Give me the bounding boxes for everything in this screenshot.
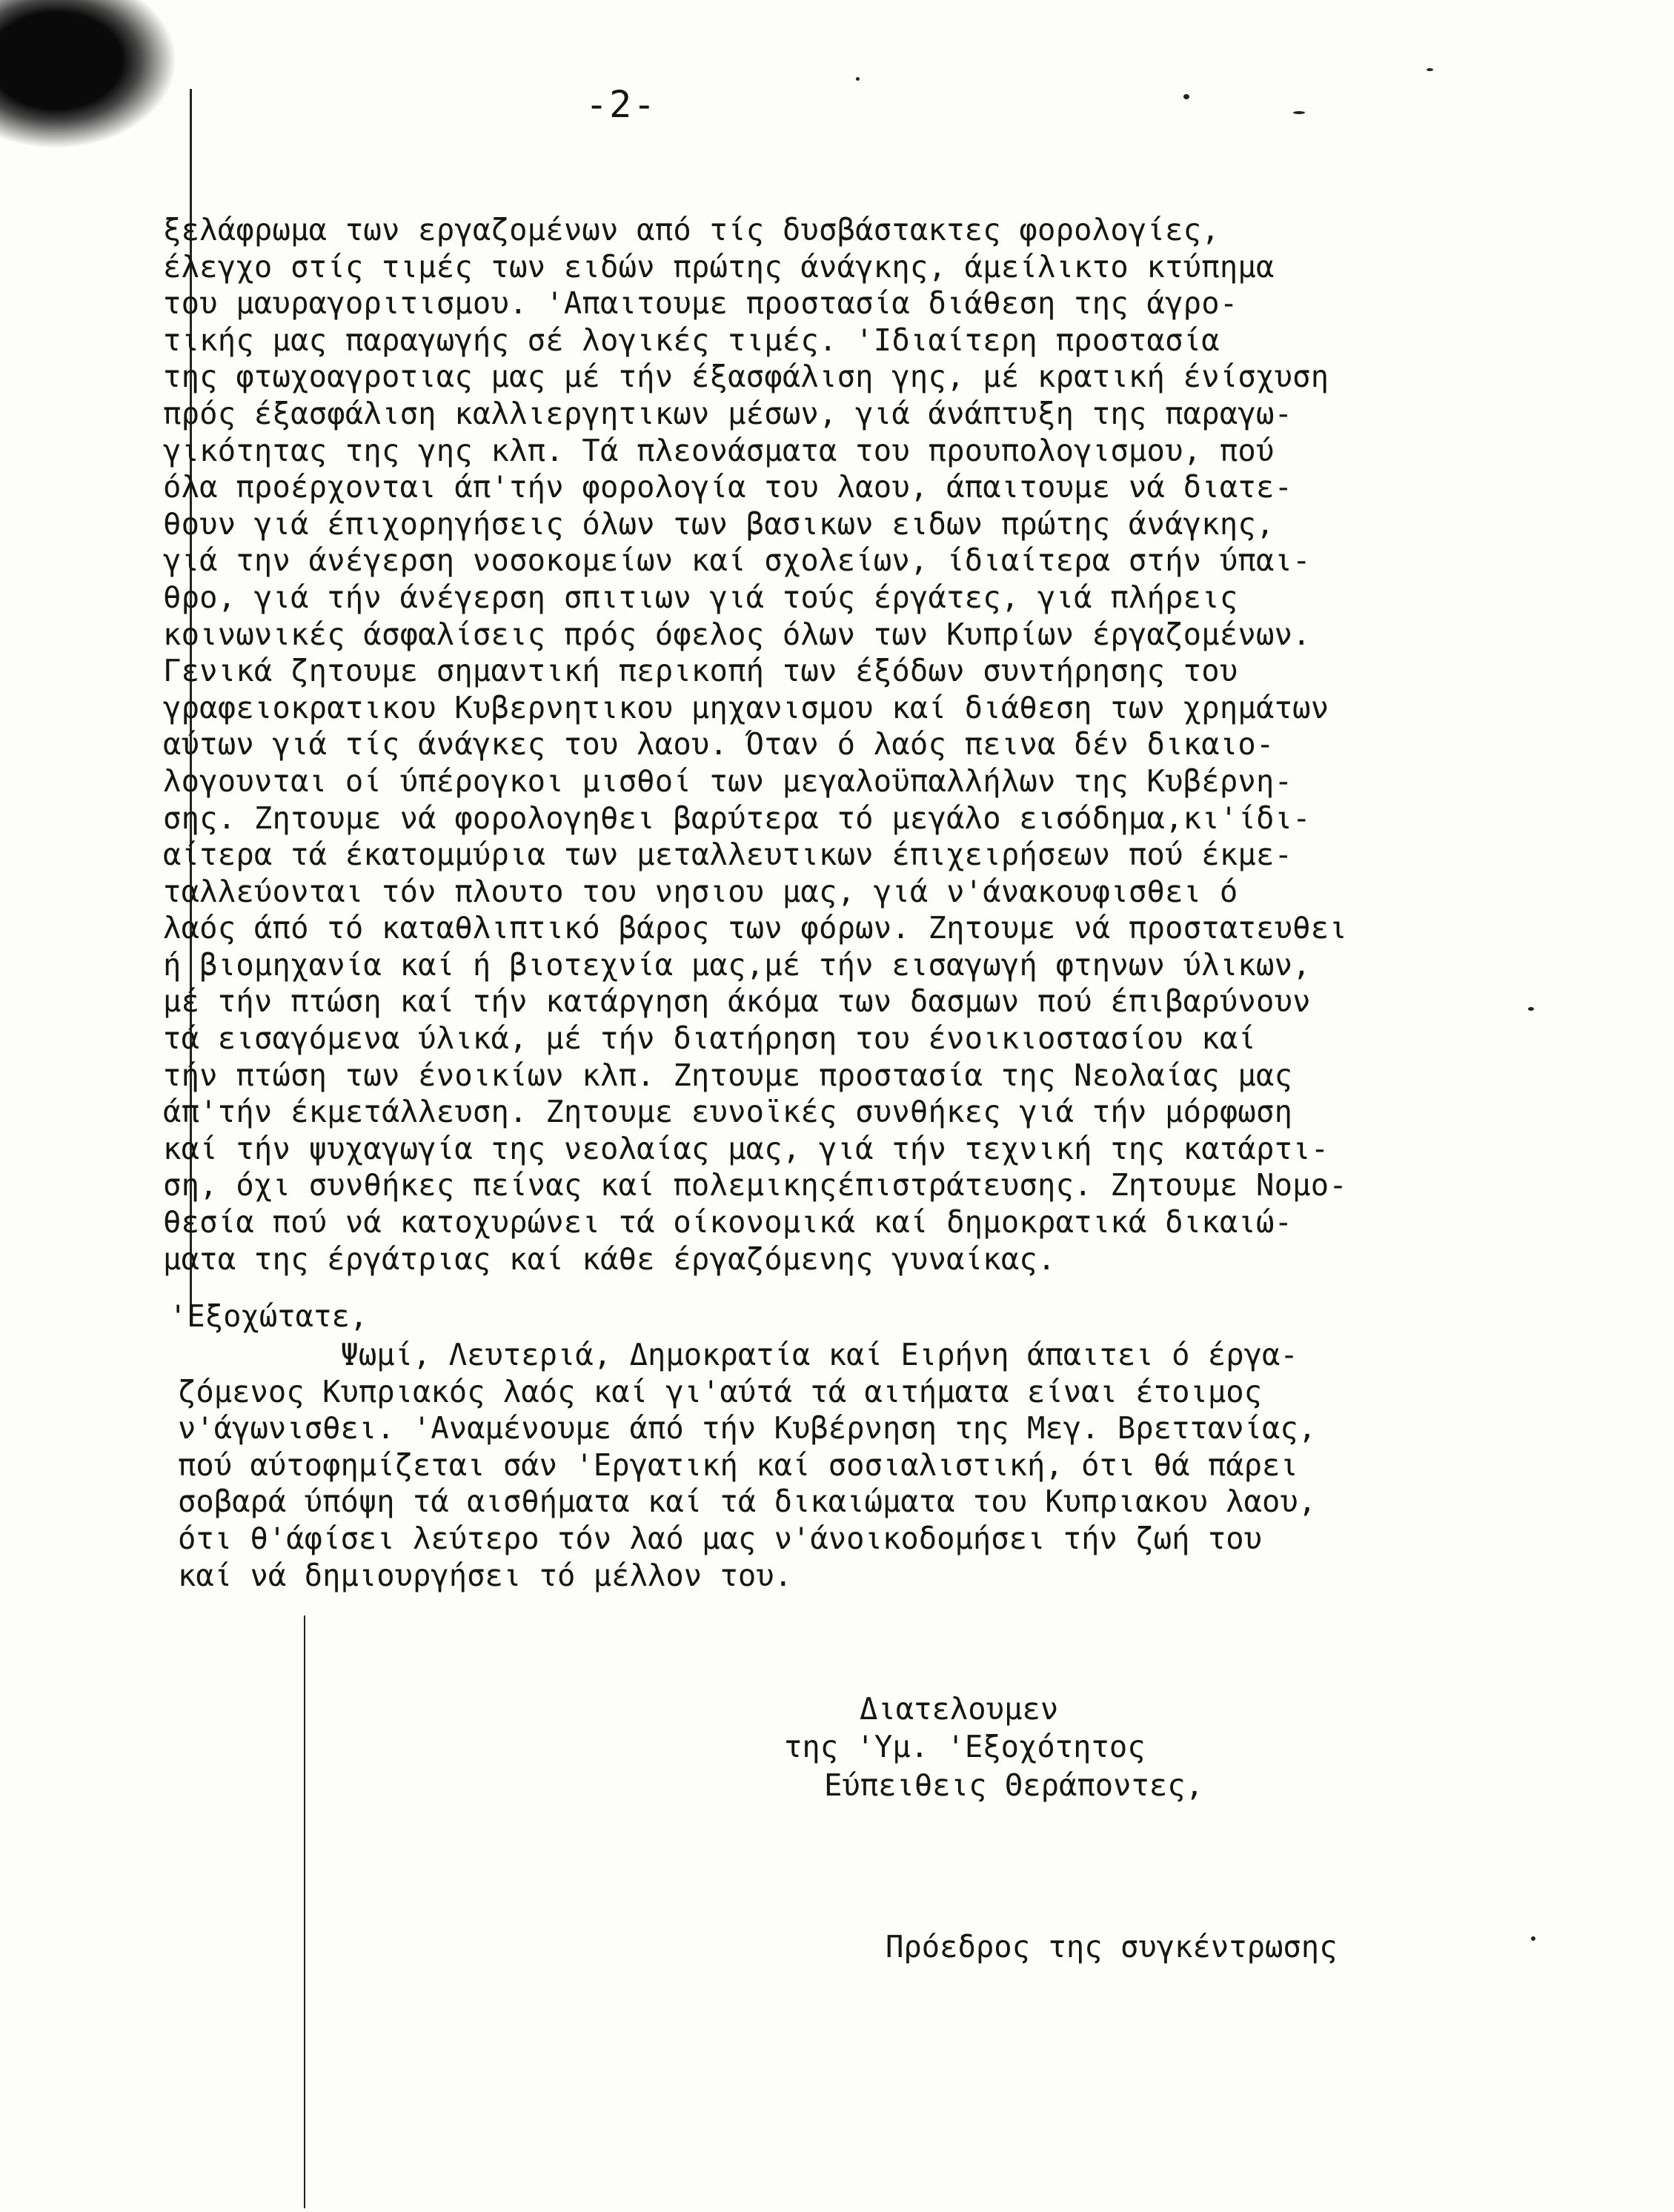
- letter-body: [163, 212, 1638, 1278]
- body-line: της φτωχοαγροτιας μας μέ τήν έξασφάλιση γης, μέ κρατική ένίσχυση: [163, 359, 1329, 395]
- body-line: όλα προέρχονται άπ'τήν φορολογία του λαου, άπαιτουμε νά διατε-: [163, 469, 1293, 505]
- closing-line: σοβαρά ύπόψη τά αισθήματα καί τά δικαιώματα του Κυπριακου λαου,: [178, 1484, 1317, 1520]
- speck: [1531, 1936, 1535, 1941]
- body-line: ή βιομηχανία καί ή βιοτεχνία μας,μέ τήν εισαγωγή φτηνων ύλικων,: [163, 946, 1311, 983]
- body-line: καί τήν ψυχαγωγία της νεολαίας μας, γιά τήν τεχνική της κατάρτι-: [163, 1130, 1329, 1166]
- speck: [1293, 111, 1305, 114]
- body-line: τικής μας παραγωγής σέ λογικές τιμές. 'Ιδιαίτερη προστασία: [163, 322, 1220, 358]
- speck: [1183, 94, 1189, 99]
- body-line: λογουνται οί ύπέρογκοι μισθοί των μεγαλοϋπαλλήλων της Κυβέρνη-: [163, 763, 1293, 799]
- body-line: τήν πτώση των ένοικίων κλπ. Ζητουμε προστασία της Νεολαίας μας: [163, 1057, 1293, 1093]
- closing-line: ν'άγωνισθει. 'Αναμένουμε άπό τήν Κυβέρνηση της Μεγ. Βρεττανίας,: [178, 1410, 1317, 1447]
- body-line: έλεγχο στίς τιμές των ειδών πρώτης άνάγκης, άμείλικτο κτύπημα: [163, 248, 1275, 285]
- body-line: κοινωνικές άσφαλίσεις πρός όφελος όλων των Κυπρίων έργαζομένων.: [163, 616, 1311, 652]
- body-line: θεσία πού νά κατοχυρώνει τά οίκονομικά καί δημοκρατικά δικαιώ-: [163, 1204, 1293, 1240]
- body-line: τά εισαγόμενα ύλικά, μέ τήν διατήρηση του ένοικιοστασίου καί: [163, 1020, 1256, 1057]
- speck: [1426, 68, 1433, 71]
- salutation: 'Εξοχώτατε,: [169, 1298, 368, 1334]
- speck: [856, 77, 860, 81]
- closing-line: πού αύτοφημίζεται σάν 'Εργατική καί σοσιαλιστική, ότι θά πάρει: [178, 1447, 1298, 1483]
- page-number: -2-: [585, 83, 657, 126]
- body-line: ση, όχι συνθήκες πείνας καί πολεμικηςέπιστράτευσης. Ζητουμε Νομο-: [163, 1167, 1347, 1203]
- body-line: αίτερα τά έκατομμύρια των μεταλλευτικων έπιχειρήσεων πού έκμε-: [163, 837, 1293, 873]
- body-line: θουν γιά έπιχορηγήσεις όλων των βασικων ειδων πρώτης άνάγκης,: [163, 505, 1275, 542]
- closing-line: Ψωμί, Λευτεριά, Δημοκρατία καί Ειρήνη άπαιτει ό έργα-: [178, 1337, 1298, 1372]
- body-line: του μαυραγοριτισμου. 'Απαιτουμε προστασία διάθεση της άγρο-: [163, 285, 1238, 322]
- body-line: γραφειοκρατικου Κυβερνητικου μηχανισμου καί διάθεση των χρημάτων: [163, 689, 1329, 725]
- body-line: πρός έξασφάλιση καλλιεργητικων μέσων, γιά άνάπτυξη της παραγω-: [163, 395, 1293, 431]
- body-line: ταλλεύονται τόν πλουτο του νησιου μας, γιά ν'άνακουφισθει ό: [163, 873, 1238, 909]
- body-line: άπ'τήν έκμετάλλευση. Ζητουμε ευνοϊκές συνθήκες γιά τήν μόρφωση: [163, 1094, 1293, 1130]
- closing-paragraph: [178, 1337, 1653, 1594]
- complimentary-close-line-1: Διατελουμεν: [860, 1691, 1059, 1727]
- body-line: σης. Ζητουμε νά φορολογηθει βαρύτερα τό μεγάλο εισόδημα,κι'ίδι-: [163, 800, 1311, 836]
- body-line: Γενικά ζητουμε σημαντική περικοπή των έξόδων συντήρησης του: [163, 653, 1238, 689]
- signature-title: Πρόεδρος της συγκέντρωσης: [886, 1929, 1338, 1964]
- body-line: αύτων γιά τίς άνάγκες του λαου. Όταν ό λαός πεινα δέν δικαιο-: [163, 726, 1275, 763]
- closing-line: ζόμενος Κυπριακός λαός καί γι'αύτά τά αιτήματα είναι έτοιμος: [178, 1373, 1262, 1409]
- body-line: ματα της έργάτριας καί κάθε έργαζόμενης γυναίκας.: [163, 1240, 1056, 1277]
- body-line: μέ τήν πτώση καί τήν κατάργηση άκόμα των δασμων πού έπιβαρύνουν: [163, 983, 1311, 1020]
- complimentary-close-line-3: Εύπειθεις Θεράποντες,: [824, 1767, 1204, 1803]
- complimentary-close-line-2: της 'Υμ. 'Εξοχότητος: [784, 1729, 1146, 1764]
- left-margin-line-lower: [304, 1615, 305, 2208]
- closing-line: ότι θ'άφίσει λεύτερο τόν λαό μας ν'άνοικοδομήσει τήν ζωή του: [178, 1520, 1262, 1556]
- body-line: γιά την άνέγερση νοσοκομείων καί σχολείων, ίδιαίτερα στήν ύπαι-: [163, 542, 1311, 579]
- body-line: θρο, γιά τήν άνέγερση σπιτιων γιά τούς έργάτες, γιά πλήρεις: [163, 579, 1238, 615]
- ink-blot: [0, 0, 200, 159]
- body-line: λαός άπό τό καταθλιπτικό βάρος των φόρων. Ζητουμε νά προστατευθει: [163, 910, 1347, 946]
- body-line: ξελάφρωμα των εργαζομένων από τίς δυσβάστακτες φορολογίες,: [163, 212, 1220, 248]
- body-line: γικότητας της γης κλπ. Τά πλεονάσματα του προυπολογισμου, πού: [163, 432, 1275, 468]
- closing-line: καί νά δημιουργήσει τό μέλλον του.: [178, 1557, 793, 1593]
